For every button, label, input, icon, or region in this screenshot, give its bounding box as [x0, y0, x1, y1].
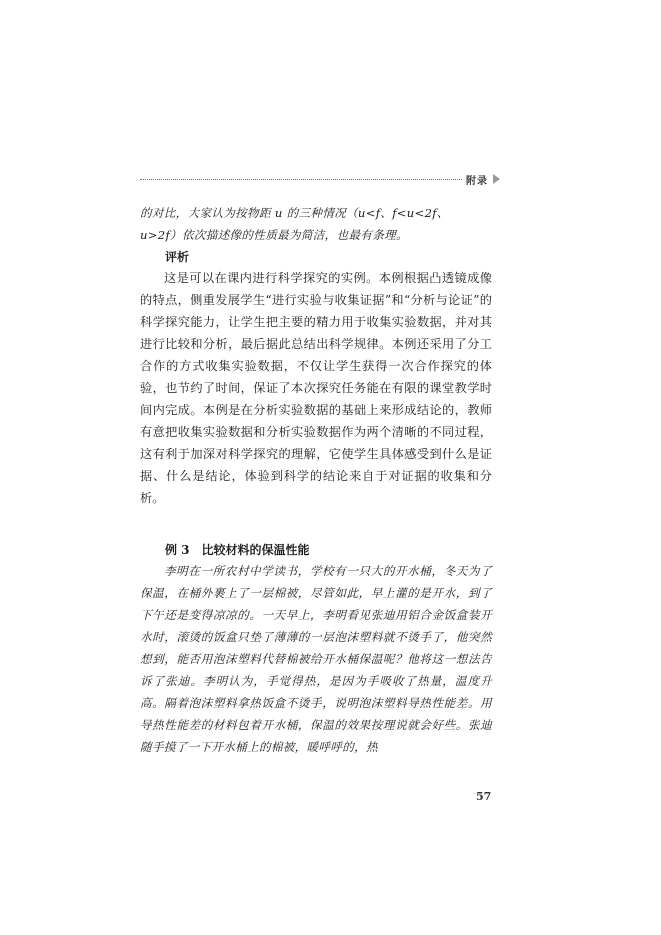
example-3-body [140, 560, 492, 758]
example-3-paragraph: 李明在一所农村中学读书，学校有一只大的开水桶，冬天为了保温，在桶外裹上了一层棉被，尽管如此，早上灌的是开水，到了下午还是变得凉凉的。一天早上，李明看见张迪用铝合金饭盒装开水时，滚烫的饭盒只垫了薄薄的一层泡沫塑料就不烫手了，他突然想到，能否用泡沫塑料代替棉被给开水桶保温呢？他将这一想法告诉了张迪。李明认为，手觉得热，是因为手吸收了热量，温度升高。隔着泡沫塑料拿热饭盒不烫手，说明泡沫塑料导热性能差。用导热性能差的材料包着开水桶，保温的效果按理说就会好些。张迪随手摸了一下开水桶上的棉被，暖呼呼的，热 [140, 564, 492, 754]
review-heading: 评析 [165, 250, 190, 264]
example-3-heading: 例 3 比较材料的保温性能 [165, 543, 310, 557]
continuation-line: 的对比，大家认为按物距 u 的三种情况（u<f、f<u<2f、 [140, 206, 449, 220]
header-dotted-rule [140, 179, 462, 180]
review-body [140, 267, 492, 509]
review-paragraph: 这是可以在课内进行科学探究的实例。本例根据凸透镜成像的特点，侧重发展学生“进行实验与收集证据”和“分析与论证”的科学探究能力，让学生把主要的精力用于收集实验数据，并对其进行比较和分析，最后据此总结出科学规律。本例还采用了分工合作的方式收集实验数据，不仅让学生获得一次合作探究的体验，也节约了时间，保证了本次探究任务能在有限的课堂教学时间内完成。本例是在分析实验数据的基础上来形成结论的，教师有意把收集实验数据和分析实验数据作为两个清晰的不同过程，这有利于加深对科学探究的理解，它使学生具体感受到什么是证据、什么是结论，体验到科学的结论来自于对证据的收集和分析。 [140, 271, 492, 505]
continuation-line: u>2f）依次描述像的性质最为简洁，也最有条理。 [140, 228, 408, 242]
page-number: 57 [476, 790, 492, 803]
running-header-label: 附录 [466, 176, 488, 187]
continuation-text [140, 202, 492, 246]
header-arrow-icon [493, 174, 500, 184]
